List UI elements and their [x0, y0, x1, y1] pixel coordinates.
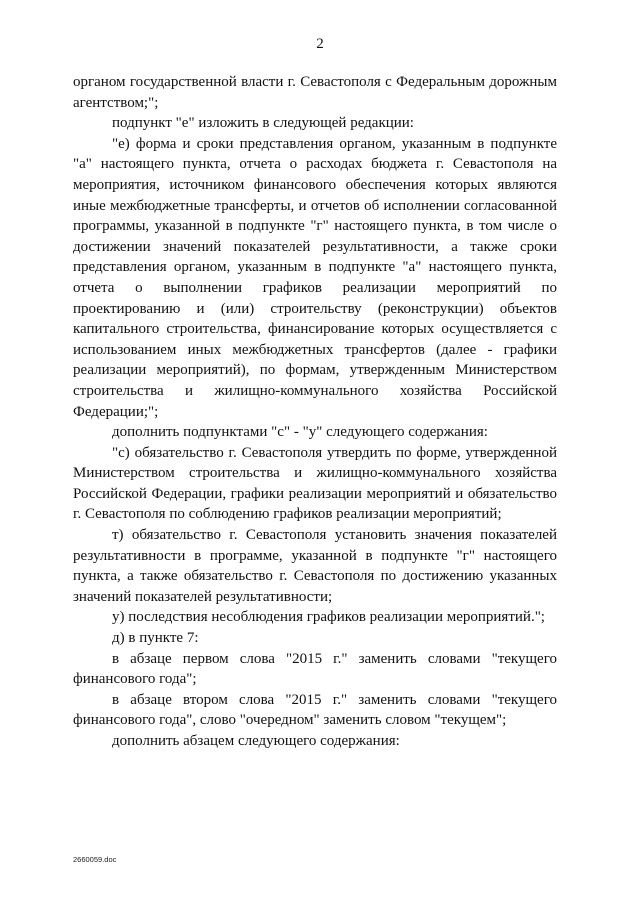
paragraph-10: в абзаце втором слова "2015 г." заменить словами "текущего финансового года", слово "очередном" заменить словом "текущем";: [73, 691, 557, 729]
paragraph-4: дополнить подпунктами "с" - "у" следующего содержания:: [112, 424, 488, 441]
paragraph-3: "е) форма и сроки представления органом, указанным в подпункте "а" настоящего пункта, отчета о расходах бюджета г. Севастополя на мероприятия, источником финансового обеспечения которых являются иные межбюджетные трансферты, и отчетов об исполнении согласованной программы, указанной в подпункте "г" настоящего пункта, в том числе о достижении значений показателей результативности, а также сроки представления органом, указанным в подпункте "а" настоящего пункта, отчета о выполнении графиков реализации мероприятий по проектированию и (или) строительству (реконструкции) объектов капитального строительства, финансирование которых осуществляется с использованием иных межбюджетных трансфертов (далее - графики реализации мероприятий), по формам, утвержденным Министерством строительства и жилищно-коммунального хозяйства Российской Федерации;";: [73, 135, 557, 420]
paragraph-8: д) в пункте 7:: [112, 630, 199, 647]
paragraph-9: в абзаце первом слова "2015 г." заменить словами "текущего финансового года";: [73, 650, 557, 688]
paragraph-11: дополнить абзацем следующего содержания:: [112, 733, 400, 749]
paragraph-6: т) обязательство г. Севастополя установить значения показателей результативности в программе, указанной в подпункте "г" настоящего пункта, а также обязательство г. Севастополя по достижению указанных значений показателей результативности;: [73, 527, 557, 605]
paragraph-5: "с) обязательство г. Севастополя утвердить по форме, утвержденной Министерством строительства и жилищно-коммунального хозяйства Российской Федерации, графики реализации мероприятий и обязательство г. Севастополя по соблюдению графиков реализации мероприятий;: [73, 444, 557, 523]
page-number: 2: [316, 36, 324, 52]
paragraph-1: органом государственной власти г. Севастополя с Федеральным дорожным агентством;";: [73, 74, 557, 111]
paragraph-2: подпункт "е" изложить в следующей редакции:: [112, 115, 414, 132]
paragraph-7: у) последствия несоблюдения графиков реализации мероприятий.";: [112, 609, 545, 626]
footer-filename: 2660059.doc: [73, 855, 117, 864]
document-body: [73, 72, 557, 752]
